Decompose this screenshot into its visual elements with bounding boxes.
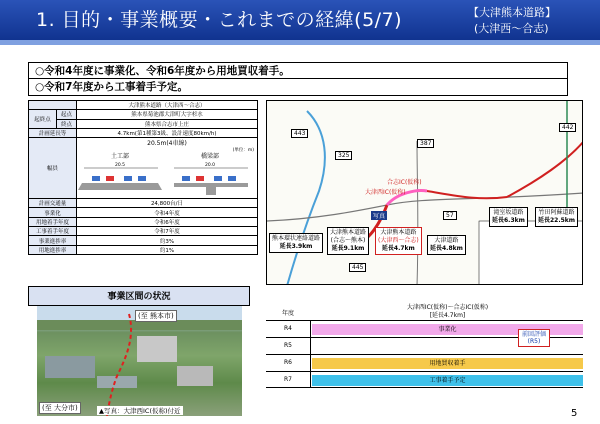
seg-kumamoto-ring: 熊本環状連絡道路 延長3.9km xyxy=(269,233,323,253)
bridge-dim: 20.0 xyxy=(204,163,216,169)
seg-otsu-kumamoto-a: 大津熊本道路 (合志～熊本) 延長9.1km xyxy=(327,227,369,255)
bridge-label: 橋梁部 xyxy=(200,153,220,161)
section-name: (大津西～合志) xyxy=(474,22,549,35)
row-value-construction: 令和7年度 xyxy=(77,227,258,236)
page-title: 1. 目的・事業概要・これまでの経緯(5/7) xyxy=(36,9,403,31)
row-value-start: 令和4年度 xyxy=(77,208,258,217)
spec-road-name: 大津熊本道路（大津西～合志） xyxy=(77,101,258,110)
road-name: 【大津熊本道路】 xyxy=(468,6,556,19)
row-value-traffic: 24,800台/日 xyxy=(77,199,258,208)
length-value: 4.7km(第1種第3級、設計速度80km/h) xyxy=(77,128,258,137)
end-label: 終点 xyxy=(56,119,76,128)
header-bar xyxy=(0,0,600,45)
ic-aizu: 合志IC(仮称) xyxy=(387,179,422,186)
photo-location: 写真 xyxy=(373,213,386,220)
row-label-progress: 事業進捗率 xyxy=(29,236,77,245)
previous-evaluation: 前回評価 (R5) xyxy=(518,329,550,347)
photo-to-south: (至 大分市) xyxy=(39,402,81,414)
width-label: 幅員 xyxy=(29,138,77,199)
bullet-1: ○令和4年度に事業化、令和6年度から用地買収着手。 xyxy=(29,63,567,79)
map-drawing xyxy=(267,101,583,285)
route-57: 57 xyxy=(443,211,457,220)
route-442: 442 xyxy=(559,123,576,132)
schedule-row: R4 事業化 xyxy=(266,320,583,336)
end-value: 熊本県合志市上庄 xyxy=(77,119,258,128)
seg-takimurozaka: 滝室坂道路 延長6.3km xyxy=(489,207,528,227)
route-443: 443 xyxy=(291,129,308,138)
photo-to-north: (至 熊本市) xyxy=(135,310,177,322)
spec-table xyxy=(28,100,258,255)
route-325: 325 xyxy=(335,151,352,160)
earthwork-label: 土工部 xyxy=(110,153,130,161)
earthwork-dim: 20.5 xyxy=(114,163,126,169)
row-label-construction: 工事着手年度 xyxy=(29,227,77,236)
ic-west: 大津西IC(仮称) xyxy=(365,189,406,196)
cross-section-diagram xyxy=(78,138,256,196)
header-stripe xyxy=(0,40,600,45)
page-number: 5 xyxy=(571,408,578,419)
photo-caption: 事業区間の状況 xyxy=(28,286,250,306)
route-387: 387 xyxy=(417,139,434,148)
schedule-row: R7 工事着手予定 xyxy=(266,371,583,387)
start-label: 起点 xyxy=(56,110,76,119)
row-label-start: 事業化 xyxy=(29,208,77,217)
route-map xyxy=(266,100,583,285)
start-value: 熊本県菊池郡大津町大字杉水 xyxy=(77,110,258,119)
seg-otsu: 大津道路 延長4.8km xyxy=(427,235,466,255)
width-total: 20.5m(4車線) xyxy=(147,140,187,148)
schedule-year-header: 年度 xyxy=(281,310,294,317)
row-label-land: 用地着手年度 xyxy=(29,217,77,226)
route-445: 445 xyxy=(349,263,366,272)
length-label: 計画延長等 xyxy=(29,128,77,137)
cross-section xyxy=(77,138,258,199)
row-label-land-progress: 用地進捗率 xyxy=(29,245,77,254)
photo-drawing xyxy=(37,306,242,416)
photo-note: ▲写真：大津西IC(仮称)付近 xyxy=(99,407,181,415)
row-label-traffic: 計画交通量 xyxy=(29,199,77,208)
seg-taketa-aso: 竹田阿蘇道路 延長22.5km xyxy=(535,207,578,227)
schedule-row: R6 用地買収着手 xyxy=(266,354,583,370)
row-value-progress: 約3% xyxy=(77,236,258,245)
summary-bullets xyxy=(28,62,568,96)
endpoint-label: 起終点 xyxy=(29,110,57,129)
row-value-land-progress: 約1% xyxy=(77,245,258,254)
schedule-plan-header: 大津西IC(仮称)～合志IC(仮称) xyxy=(406,304,489,311)
bullet-2: ○令和7年度から工事着手予定。 xyxy=(35,81,188,93)
width-unit: (単位：m) xyxy=(232,148,254,154)
schedule-row: R5 前回評価 (R5) xyxy=(266,337,583,353)
aerial-photo xyxy=(37,306,242,416)
seg-otsu-kumamoto-b: 大津熊本道路 (大津西～合志) 延長4.7km xyxy=(375,227,422,255)
schedule-plan-sub: [延長4.7km] xyxy=(429,312,466,319)
row-value-land: 令和6年度 xyxy=(77,217,258,226)
